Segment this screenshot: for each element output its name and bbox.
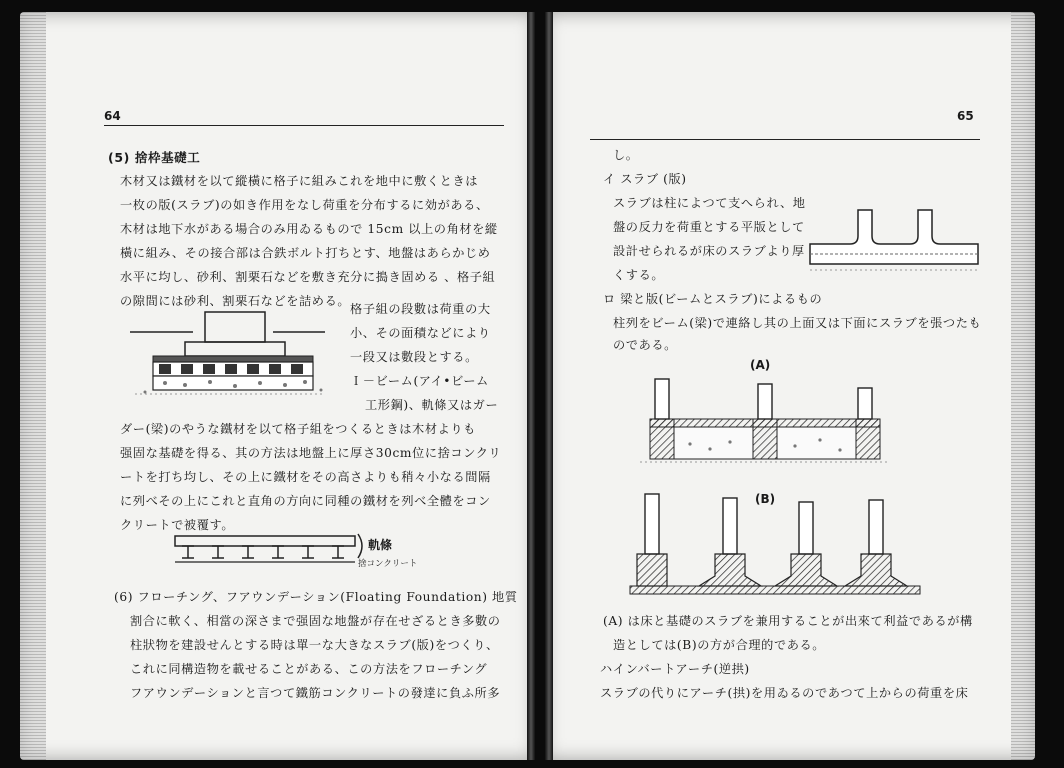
text-line: ートを打ち均し、その上に鐵材をその高さよりも稍々小なる間隔 [120, 470, 491, 484]
concrete-label: 捨コンクリート [358, 559, 418, 569]
rail-label: 軌條 [368, 538, 393, 552]
slab-figure [810, 208, 980, 278]
text-line: (6) フローチング、フアウンデーション(Floating Foundation) 地質 [114, 590, 518, 604]
side-text-line: 一段又は數段とする。 [350, 350, 478, 364]
gutter-shadow [545, 12, 553, 760]
figure-label-a: (A) [750, 358, 771, 372]
text-line: 柱列をビーム(梁)で連絡し其の上面又は下面にスラブを張つたも [613, 316, 982, 330]
item-heading: ロ 梁と版(ビームとスラブ)によるもの [603, 292, 823, 306]
left-page [20, 12, 535, 760]
side-text-line: 格子組の段數は荷重の大 [350, 302, 491, 316]
item-heading: イ スラブ (版) [603, 172, 687, 186]
text-line: スラブの代りにアーチ(拱)を用ゐるのであつて上からの荷重を床 [600, 686, 969, 700]
text-line: 橫に組み、その接合部は合鉄ボルト打ちとす、地盤はあらかじめ [120, 246, 491, 260]
side-text-line: 小、その面積などにより [350, 326, 491, 340]
text-line: のである。 [613, 338, 677, 352]
side-text-line: 工形鋼)、軌條又はガー [365, 398, 499, 412]
page-number: 64 [104, 109, 121, 123]
text-line: (A) は床と基礎のスラブを兼用することが出來て利益であるが構 [603, 614, 973, 628]
figure-b [625, 494, 925, 604]
text-line: の隙間には砂利、割栗石などを詰める。 [120, 294, 351, 308]
text-line: に列べその上にこれと直角の方向に同種の鐵材を列べ全體をコン [120, 494, 491, 508]
text-line: 盤の反力を荷重とする平版として [613, 220, 805, 234]
side-text-line: Ｉ－ビーム(アイ•ビーム [350, 374, 489, 388]
text-line: スラブは柱によつて支へられ、地 [613, 196, 806, 210]
text-line: クリートで被覆す。 [120, 518, 235, 532]
right-page [545, 12, 1035, 760]
text-line: 木材又は鐵材を以て縱橫に格子に組みこれを地中に敷くときは [120, 174, 479, 188]
item-heading: ハインバートアーチ(逆拱) [600, 662, 750, 676]
page-edge [1011, 12, 1035, 760]
text-line: 木材は地下水がある場合のみ用ゐるもので 15cm 以上の角材を縱 [120, 222, 498, 236]
text-line: 割合に軟く、相當の深さまで强固な地盤が存在せざるとき多數の [130, 614, 501, 628]
text-line: くする。 [613, 268, 665, 282]
text-line: 造としては(B)の方が合理的である。 [613, 638, 826, 652]
gutter-shadow [527, 12, 535, 760]
text-line: 設計せられるが床のスラブより厚 [613, 244, 805, 258]
text-line: ダー(梁)のやうな鐵材を以て格子組をつくるときは木材よりも [120, 422, 476, 436]
rail-figure [170, 530, 360, 570]
text-line: 柱狀物を建設せんとする時は單一な大きなスラブ(版)をつくり、 [130, 638, 499, 652]
section-heading: (5) 捨枠基礎工 [108, 150, 201, 165]
text-line: 水平に均し、砂利、割栗石などを敷き充分に搗き固める 、格子組 [120, 270, 496, 284]
text-line: し。 [613, 148, 639, 162]
page-number: 65 [957, 109, 974, 123]
text-line: これに同構造物を載せることがある、この方法をフローチング [130, 662, 488, 676]
text-line: 一枚の版(スラブ)の如き作用をなし荷重を分布するに効がある、 [120, 198, 489, 212]
header-rule [590, 139, 980, 140]
grillage-figure [125, 300, 325, 400]
text-line: 强固な基礎を得る、其の方法は地盤上に厚さ30cm位に捨コンクリ [120, 446, 502, 460]
page-edge [20, 12, 46, 760]
header-rule [104, 125, 504, 126]
figure-label-b: (B) [755, 492, 776, 506]
text-line: フアウンデーションと言つて鐵筋コンクリートの發達に負ふ所多 [130, 686, 501, 700]
figure-a [640, 374, 890, 464]
